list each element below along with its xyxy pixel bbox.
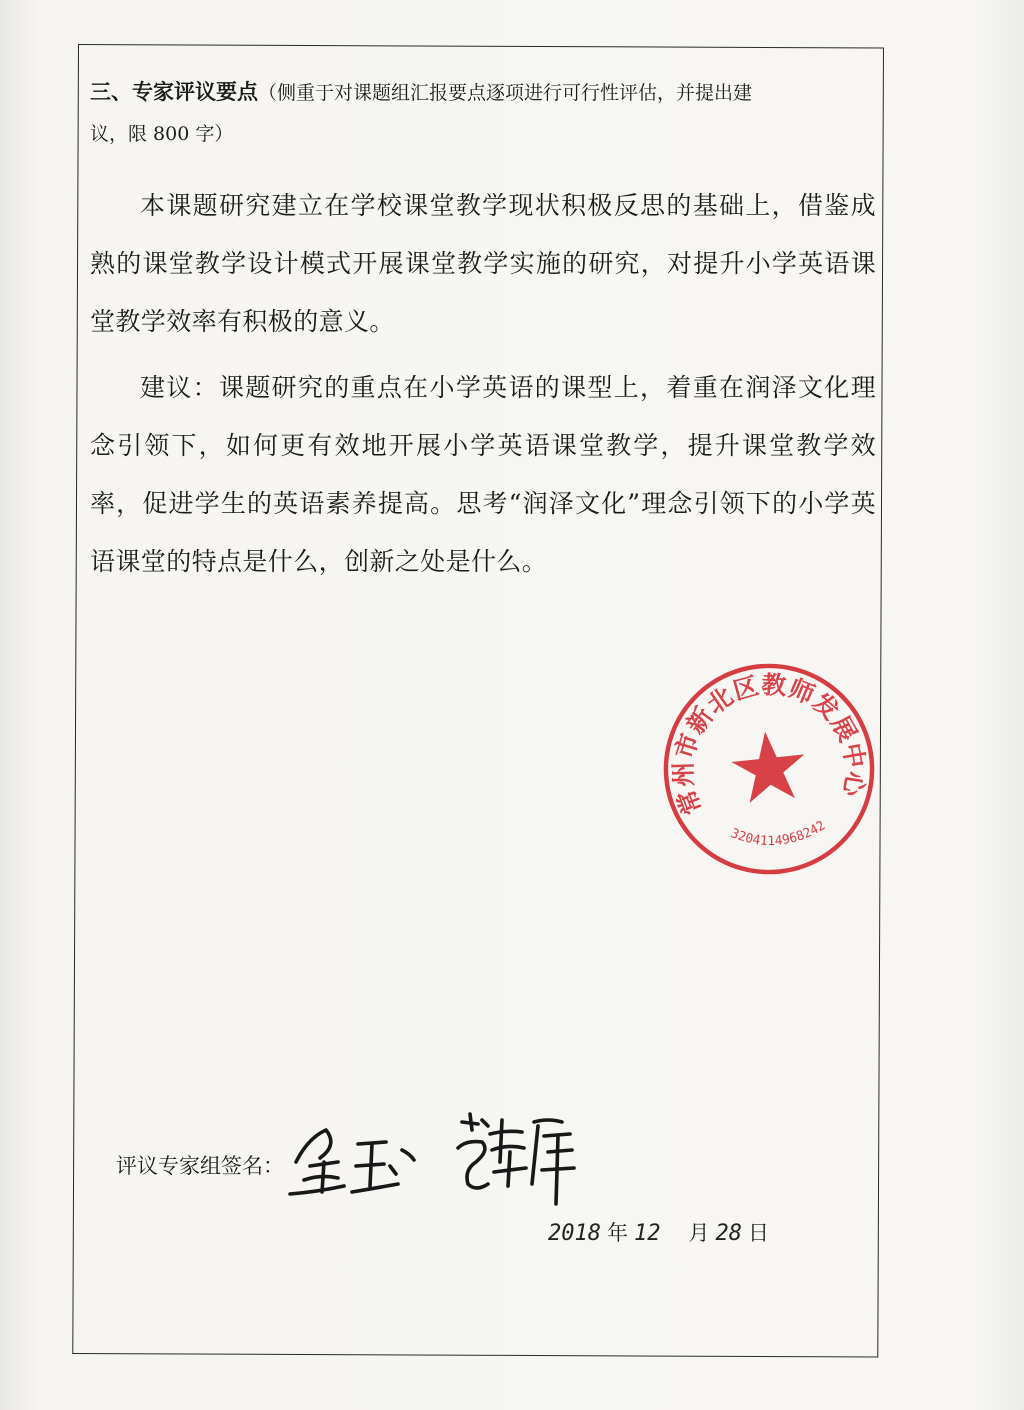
section-heading (90, 72, 880, 154)
seal-star-icon (729, 728, 809, 805)
svg-text:3204114968242 (727, 816, 829, 854)
date-year-unit: 年 (606, 1221, 628, 1245)
section-note-line2: 议，限 800 字） (90, 123, 234, 145)
section-note-line1: （侧重于对课题组汇报要点逐项进行可行性评估，并提出建 (258, 82, 753, 104)
comment-paragraph: 本课题研究建立在学校课堂教学现状积极反思的基础上，借鉴成熟的课堂教学设计模式开展课堂教学实施的研究，对提升小学英语课堂教学效率有积极的意义。 (90, 191, 876, 336)
signature-date (548, 1217, 769, 1247)
official-seal-stamp (649, 649, 889, 889)
handwritten-signatures (286, 1100, 616, 1210)
date-month-unit: 月 (688, 1221, 710, 1245)
date-month: 12 (633, 1221, 661, 1246)
signature-label: 评议专家组签名： (116, 1154, 284, 1178)
date-year: 2018 (548, 1221, 601, 1246)
date-day-unit: 日 (747, 1221, 769, 1245)
comment-body (90, 177, 876, 599)
date-day: 28 (715, 1221, 742, 1246)
suggestion-paragraph: 建议：课题研究的重点在小学英语的课型上，着重在润泽文化理念引领下，如何更有效地开展小学英语课堂教学，提升课堂教学效率，促进学生的英语素养提高。思考“润泽文化”理念引领下的小学英语课堂的特点是什么，创新之处是什么。 (90, 373, 876, 576)
seal-arc-text: 常州市新北区教师发展中心 (668, 669, 871, 819)
seal-number: 3204114968242 (728, 818, 829, 850)
section-title: 三、专家评议要点 (90, 80, 258, 104)
